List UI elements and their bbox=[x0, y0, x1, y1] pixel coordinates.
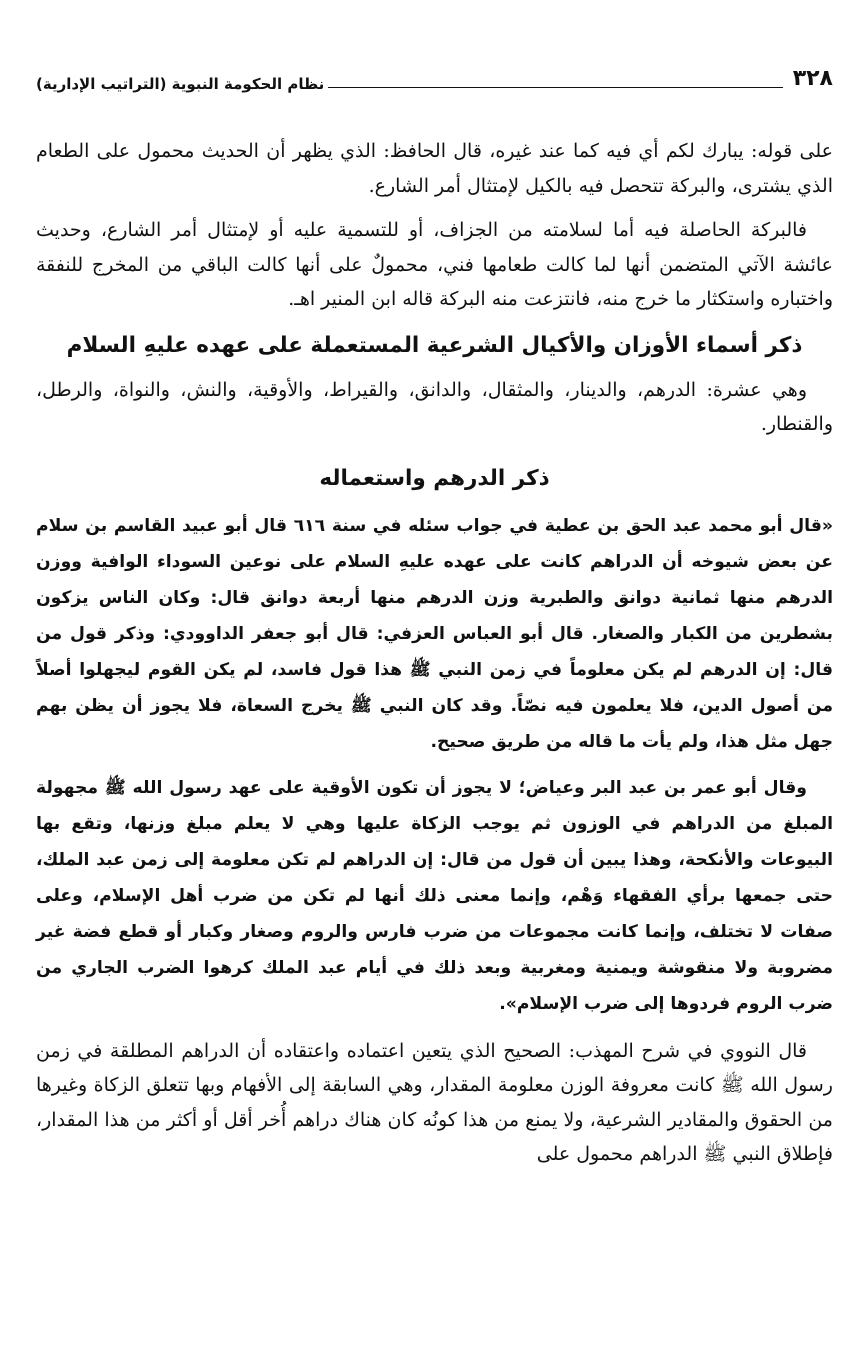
running-header bbox=[36, 56, 833, 96]
page-body bbox=[36, 134, 833, 1172]
paragraph-2: فالبركة الحاصلة فيه أما لسلامته من الجزاف، أو للتسمية عليه أو لإمتثال أمر الشارع، وحديث عائشة الآتي المتضمن أنها لما كالت طعامها فني، محمولٌ على أنها كالت الباقي من المخرج للنفقة واختباره واستكثار ما خرج منه، فانتزعت منه البركة قاله ابن المنير اهـ. bbox=[36, 219, 833, 310]
page-number: ٣٢٨ bbox=[792, 66, 833, 91]
book-title: نظام الحكومة النبوية (التراتيب الإدارية) bbox=[36, 75, 325, 93]
section-heading-weights: ذكر أسماء الأوزان والأكيال الشرعية المستعملة على عهده عليهِ السلام bbox=[66, 332, 803, 358]
paragraph-1: على قوله: يبارك لكم أي فيه كما عند غيره، قال الحافظ: الذي يظهر أن الحديث محمول على الطعام الذي يشترى، والبركة تتحصل فيه بالكيل لإمتثال أمر الشارع. bbox=[36, 140, 833, 197]
paragraph-3: وهي عشرة: الدرهم، والدينار، والمثقال، والدانق، والقيراط، والأوقية، والنش، والنواة، والرطل، والقنطار. bbox=[36, 378, 833, 435]
section-heading-dirham: ذكر الدرهم واستعماله bbox=[319, 465, 550, 491]
header-rule bbox=[328, 87, 782, 88]
paragraph-nawawi: قال النووي في شرح المهذب: الصحيح الذي يتعين اعتماده واعتقاده أن الدراهم المطلقة في زمن رسول الله ﷺ كانت معروفة الوزن معلومة المقدار، وهي السابقة إلى الأفهام وبها تتعلق الزكاة وغيرها من الحقوق والمقادير الشرعية، ولا يمنع من هذا كونُه كان هناك دراهم أُخر أقل أو أكثر من هذا المقدار، فإطلاق النبي ﷺ الدراهم محمول على bbox=[36, 1039, 833, 1165]
quote-paragraph-2: وقال أبو عمر بن عبد البر وعياض؛ لا يجوز أن تكون الأوقية على عهد رسول الله ﷺ مجهولة المبلغ من الدراهم في الوزون ثم يوجب الزكاة عليها وهي لا يعلم مبلغ وزنها، وتقع بها البيوعات والأنكحة، وهذا يبين أن قول من قال: إن الدراهم لم تكن معلومة إلى زمن عبد الملك، حتى جمعها برأي الفقهاء وَهْم، وإنما معنى ذلك أنها لم تكن من ضرب أهل الإسلام، وعلى صفات لا تختلف، وإنما كانت مجموعات من ضرب فارس والروم وصغار وكبار أو قطع فضة غير مضروبة ولا منقوشة ويمنية ومغربية وبعد ذلك في أيام عبد الملك كرهوا الضرب الجاري من ضرب الروم فردوها إلى ضرب الإسلام». bbox=[36, 777, 833, 1014]
quote-paragraph-1: «قال أبو محمد عبد الحق بن عطية في جواب سئله في سنة ٦١٦ قال أبو عبيد القاسم بن سلام عن بعض شيوخه أن الدراهم كانت على عهده عليهِ السلام على نوعين السوداء الوافية ووزن الدرهم منها ثمانية دوانق والطبرية وزن الدرهم منها أربعة دوانق قال: وكان الناس يزكون بشطرين من الكبار والصغار. قال أبو العباس العزفي: قال أبو جعفر الداوودي: وذكر قول من قال: إن الدرهم لم يكن معلوماً في زمن النبي ﷺ هذا قول فاسد، لم يكن القوم ليجهلوا أصلاً من أصول الدين، فلا يعلمون فيه نصّاً. وقد كان النبي ﷺ يخرج السعاة، فلا يجوز أن يظن بهم جهل مثل هذا، ولم يأت ما قاله من طريق صحيح. bbox=[36, 515, 833, 752]
